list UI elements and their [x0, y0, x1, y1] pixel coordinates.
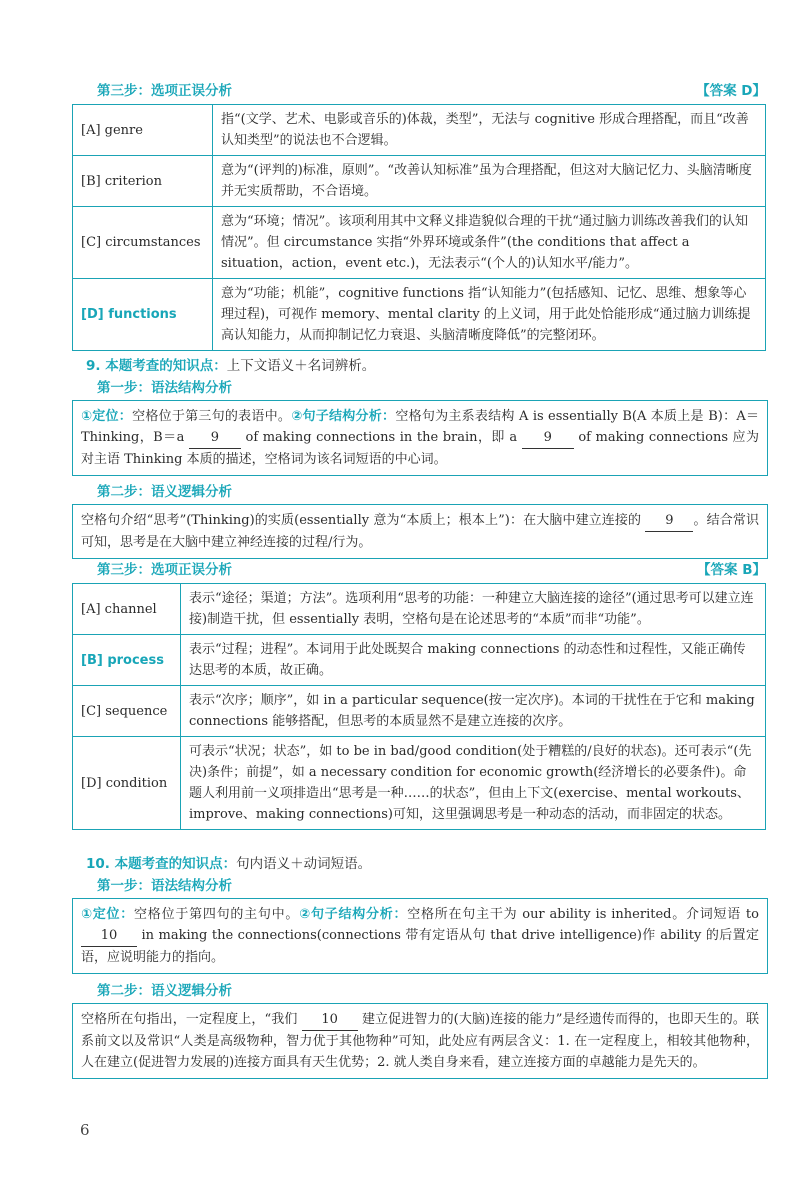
option-explanation: 意为“(评判的)标准，原则”。“改善认知标准”虽为合理搭配，但这对大脑记忆力、头脑清晰度并无实质帮助，不合语境。 [213, 156, 766, 207]
answer-tag: 【答案 B】 [697, 562, 766, 578]
knowledge-point-label: 9. 本题考查的知识点： [86, 358, 227, 374]
analysis-text: of making connections in the brain，即 a [245, 430, 518, 445]
table-row [73, 105, 766, 156]
structure-label: ②句子结构分析： [299, 907, 408, 922]
blank-9: 9 [189, 427, 241, 449]
page-number: 6 [80, 1121, 90, 1139]
step-label: 第三步：选项正误分析 [97, 83, 232, 99]
blank-10: 10 [302, 1009, 358, 1031]
table-row [73, 635, 766, 686]
knowledge-point-text: 上下文语义＋名词辨析。 [226, 358, 376, 374]
knowledge-point-heading-q10 [86, 852, 371, 872]
option-explanation: 指“(文学、艺术、电影或音乐的)体裁，类型”，无法与 cognitive 形成合理搭配，而且“改善认知类型”的说法也不合逻辑。 [213, 105, 766, 156]
semantic-analysis-box-q9 [72, 504, 768, 559]
location-text: 空格位于第四句的主句中。 [134, 907, 300, 922]
knowledge-point-label: 10. 本题考查的知识点： [86, 856, 237, 872]
table-row [73, 737, 766, 830]
step2-header-q10: 第二步：语义逻辑分析 [97, 983, 232, 999]
table-row [73, 207, 766, 279]
table-row [73, 156, 766, 207]
option-explanation: 可表示“状况；状态”，如 to be in bad/good condition(处于糟糕的/良好的状态)。还可表示“(先决)条件；前提”，如 a necessary condition for economic growth(经济增长的必要条件)。命题人利用前一义项排造出“思考是一种……的状态”，但由上下文(exercise、mental workouts、improve、making connections)可知，这里强调思考是一种动态的活动，而非固定的状态。 [181, 737, 766, 830]
analysis-text: in making the connections(connections 带有定语从句 that drive intelligence)作 ability 的后置定语，应说明能力的指向。 [81, 928, 759, 965]
option-label: [D] condition [73, 737, 181, 830]
option-label: [C] circumstances [73, 207, 213, 279]
option-label: [C] sequence [73, 686, 181, 737]
options-table-q9 [72, 583, 766, 830]
grammar-analysis-box-q9 [72, 400, 768, 476]
step1-header-q10: 第一步：语法结构分析 [97, 878, 232, 894]
table-row [73, 686, 766, 737]
location-text: 空格位于第三句的表语中。 [132, 409, 292, 424]
step3-header-q8 [72, 78, 766, 100]
analysis-text: 。结合常识可知，思考是在大脑中建立神经连接的过程/行为。 [81, 513, 759, 550]
analysis-text: 建立促进智力的(大脑)连接的能力”是经遗传而得的，也即天生的。联系前文以及常识“人类是高级物种，智力优于其他物种”可知，此处应有两层含义：1. 在一定程度上，相较其他物种，人在建立(促进智力发展的)连接方面具有天生优势；2. 就人类自身来看，建立连接方面的卓越能力是先天的。 [81, 1012, 759, 1070]
analysis-text: 空格所在句指出，一定程度上，“我们 [81, 1012, 298, 1027]
structure-label: ②句子结构分析： [291, 409, 396, 424]
option-explanation: 表示“次序；顺序”，如 in a particular sequence(按一定次序)。本词的干扰性在于它和 making connections 能够搭配，但思考的本质显然不是建立连接的次序。 [181, 686, 766, 737]
step-label: 第三步：选项正误分析 [97, 562, 232, 578]
option-label: [A] channel [73, 584, 181, 635]
blank-9: 9 [645, 510, 693, 532]
option-explanation: 意为“功能；机能”，cognitive functions 指“认知能力”(包括感知、记忆、思维、想象等心理过程)，可视作 memory、mental clarity 的上义词，用于此处恰能形成“通过脑力训练提高认知能力，从而抑制记忆力衰退、头脑清晰度降低”的完整闭环。 [213, 279, 766, 351]
table-row [73, 584, 766, 635]
option-label: [A] genre [73, 105, 213, 156]
option-explanation: 意为“环境；情况”。该项利用其中文释义排造貌似合理的干扰“通过脑力训练改善我们的认知情况”。但 circumstance 实指“外界环境或条件”(the conditions that affect a situation，action，event etc.)，无法表示“(个人的)认知水平/能力”。 [213, 207, 766, 279]
analysis-text: 空格句为主系表结构 A is essentially B(A 本质上是 B)：A＝Thinking，B＝a [81, 409, 759, 445]
step1-header-q9: 第一步：语法结构分析 [97, 380, 232, 396]
grammar-analysis-box-q10 [72, 898, 768, 974]
analysis-text: 空格句介绍“思考”(Thinking)的实质(essentially 意为“本质上；根本上”)：在大脑中建立连接的 [81, 513, 642, 528]
step3-header-q9 [72, 557, 766, 579]
knowledge-point-heading-q9 [86, 354, 375, 374]
option-label: [B] criterion [73, 156, 213, 207]
answer-tag: 【答案 D】 [696, 83, 766, 99]
location-label: ①定位： [81, 409, 133, 424]
option-explanation: 表示“途径；渠道；方法”。选项利用“思考的功能：一种建立大脑连接的途径”(通过思考可以建立连接)制造干扰，但 essentially 表明，空格句是在论述思考的“本质”而非“功能”。 [181, 584, 766, 635]
option-explanation: 表示“过程；进程”。本词用于此处既契合 making connections 的动态性和过程性，又能正确传达思考的本质，故正确。 [181, 635, 766, 686]
semantic-analysis-box-q10 [72, 1003, 768, 1079]
options-table-q8 [72, 104, 766, 351]
blank-9: 9 [522, 427, 574, 449]
location-label: ①定位： [81, 907, 135, 922]
option-label-correct: [B] process [73, 635, 181, 686]
blank-10: 10 [81, 925, 137, 947]
step2-header-q9: 第二步：语义逻辑分析 [97, 484, 232, 500]
knowledge-point-text: 句内语义＋动词短语。 [236, 856, 372, 872]
option-label-correct: [D] functions [73, 279, 213, 351]
analysis-text: 空格所在句主干为 our ability is inherited。介词短语 to [407, 907, 759, 922]
table-row [73, 279, 766, 351]
analysis-text: of making connections 应为对主语 Thinking 本质的描述，空格词为该名词短语的中心词。 [81, 430, 759, 467]
